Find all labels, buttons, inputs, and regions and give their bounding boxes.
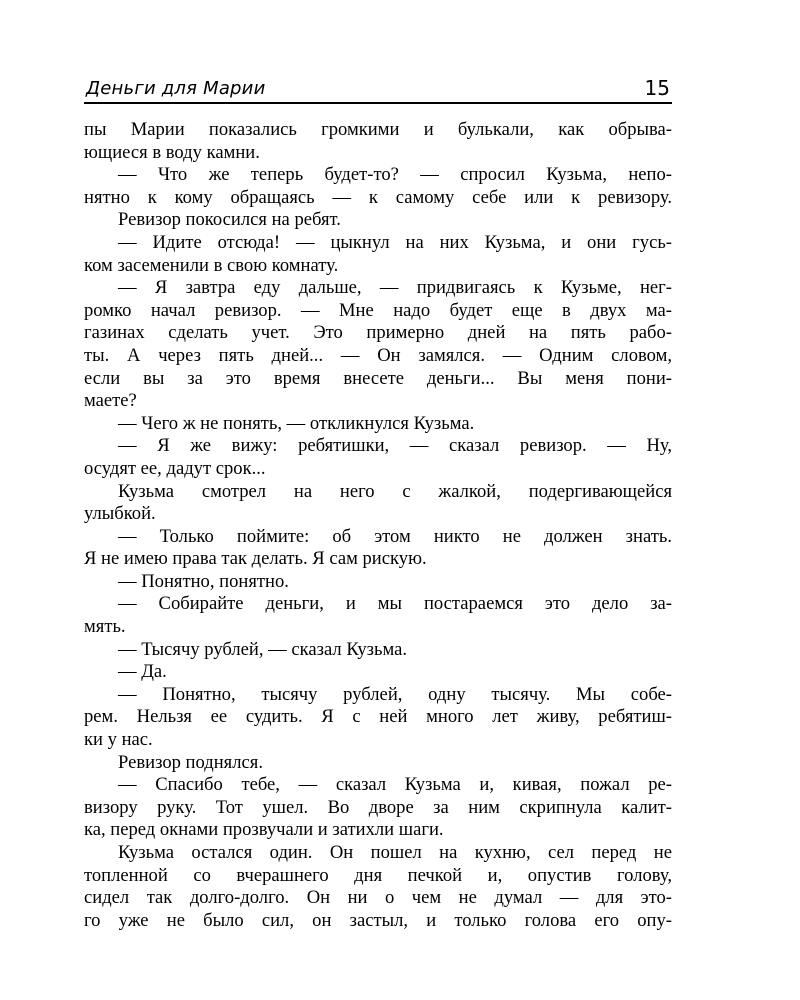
text-line: — Только поймите: об этом никто не должен знать.	[118, 525, 672, 547]
text-line: Ревизор покосился на ребят.	[118, 209, 341, 231]
text-line: — Чего ж не понять, — откликнулся Кузьма.	[118, 412, 475, 434]
text-line: ка, перед окнами прозвучали и затихли шаги.	[84, 819, 444, 841]
text-line: топленной со вчерашнего дня печкой и, опустив голову,	[84, 864, 672, 886]
text-line: — Спасибо тебе, — сказал Кузьма и, кивая, пожал ре-	[118, 774, 672, 796]
text-line: — Я же вижу: ребятишки, — сказал ревизор. — Ну,	[118, 435, 672, 457]
text-line: — Идите отсюда! — цыкнул на них Кузьма, и они гусь-	[118, 231, 672, 253]
text-line: ромко начал ревизор. — Мне надо будет еще в двух ма-	[84, 299, 672, 321]
text-line: ющиеся в воду камни.	[84, 141, 260, 163]
text-line: Ревизор поднялся.	[118, 751, 263, 773]
body-text	[84, 119, 672, 932]
page-header	[84, 74, 672, 104]
text-line: го уже не было сил, он застыл, и только голова его опу-	[84, 909, 672, 931]
text-line: — Понятно, понятно.	[118, 570, 289, 592]
text-line: — Тысячу рублей, — сказал Кузьма.	[118, 638, 408, 660]
text-line: Я не имею права так делать. Я сам рискую.	[84, 548, 427, 570]
text-line: — Я завтра еду дальше, — придвигаясь к Кузьме, нег-	[118, 277, 672, 299]
text-line: — Да.	[118, 661, 167, 683]
text-line: Кузьма смотрел на него с жалкой, подергивающейся	[118, 480, 672, 502]
page-number: 15	[644, 76, 670, 100]
text-line: — Что же теперь будет-то? — спросил Кузьма, непо-	[118, 164, 672, 186]
text-line: если вы за это время внесете деньги... Вы меня пони-	[84, 367, 672, 389]
text-line: — Понятно, тысячу рублей, одну тысячу. Мы собе-	[118, 683, 672, 705]
text-line: маете?	[84, 390, 137, 412]
text-line: визору руку. Тот ушел. Во дворе за ним скрипнула калит-	[84, 796, 672, 818]
text-line: рем. Нельзя ее судить. Я с ней много лет живу, ребятиш-	[84, 706, 672, 728]
text-line: Кузьма остался один. Он пошел на кухню, сел перед не	[118, 842, 672, 863]
text-line: ты. А через пять дней... — Он замялся. — Одним словом,	[84, 344, 672, 366]
text-line: сидел так долго-долго. Он ни о чем не думал — для это-	[84, 887, 672, 909]
text-line: пы Марии показались громкими и булькали, как обрыва-	[84, 119, 672, 140]
text-line: мять.	[84, 616, 126, 638]
running-title: Деньги для Марии	[86, 78, 266, 99]
text-line: ком засеменили в свою комнату.	[84, 254, 339, 276]
text-line: нятно к кому обращаясь — к самому себе или к ревизору.	[84, 186, 672, 208]
text-line: газинах сделать учет. Это примерно дней на пять рабо-	[84, 322, 672, 344]
text-line: ки у нас.	[84, 729, 153, 751]
text-line: осудят ее, дадут срок...	[84, 457, 266, 479]
text-line: — Собирайте деньги, и мы постараемся это дело за-	[118, 593, 672, 615]
text-line: улыбкой.	[84, 503, 156, 525]
